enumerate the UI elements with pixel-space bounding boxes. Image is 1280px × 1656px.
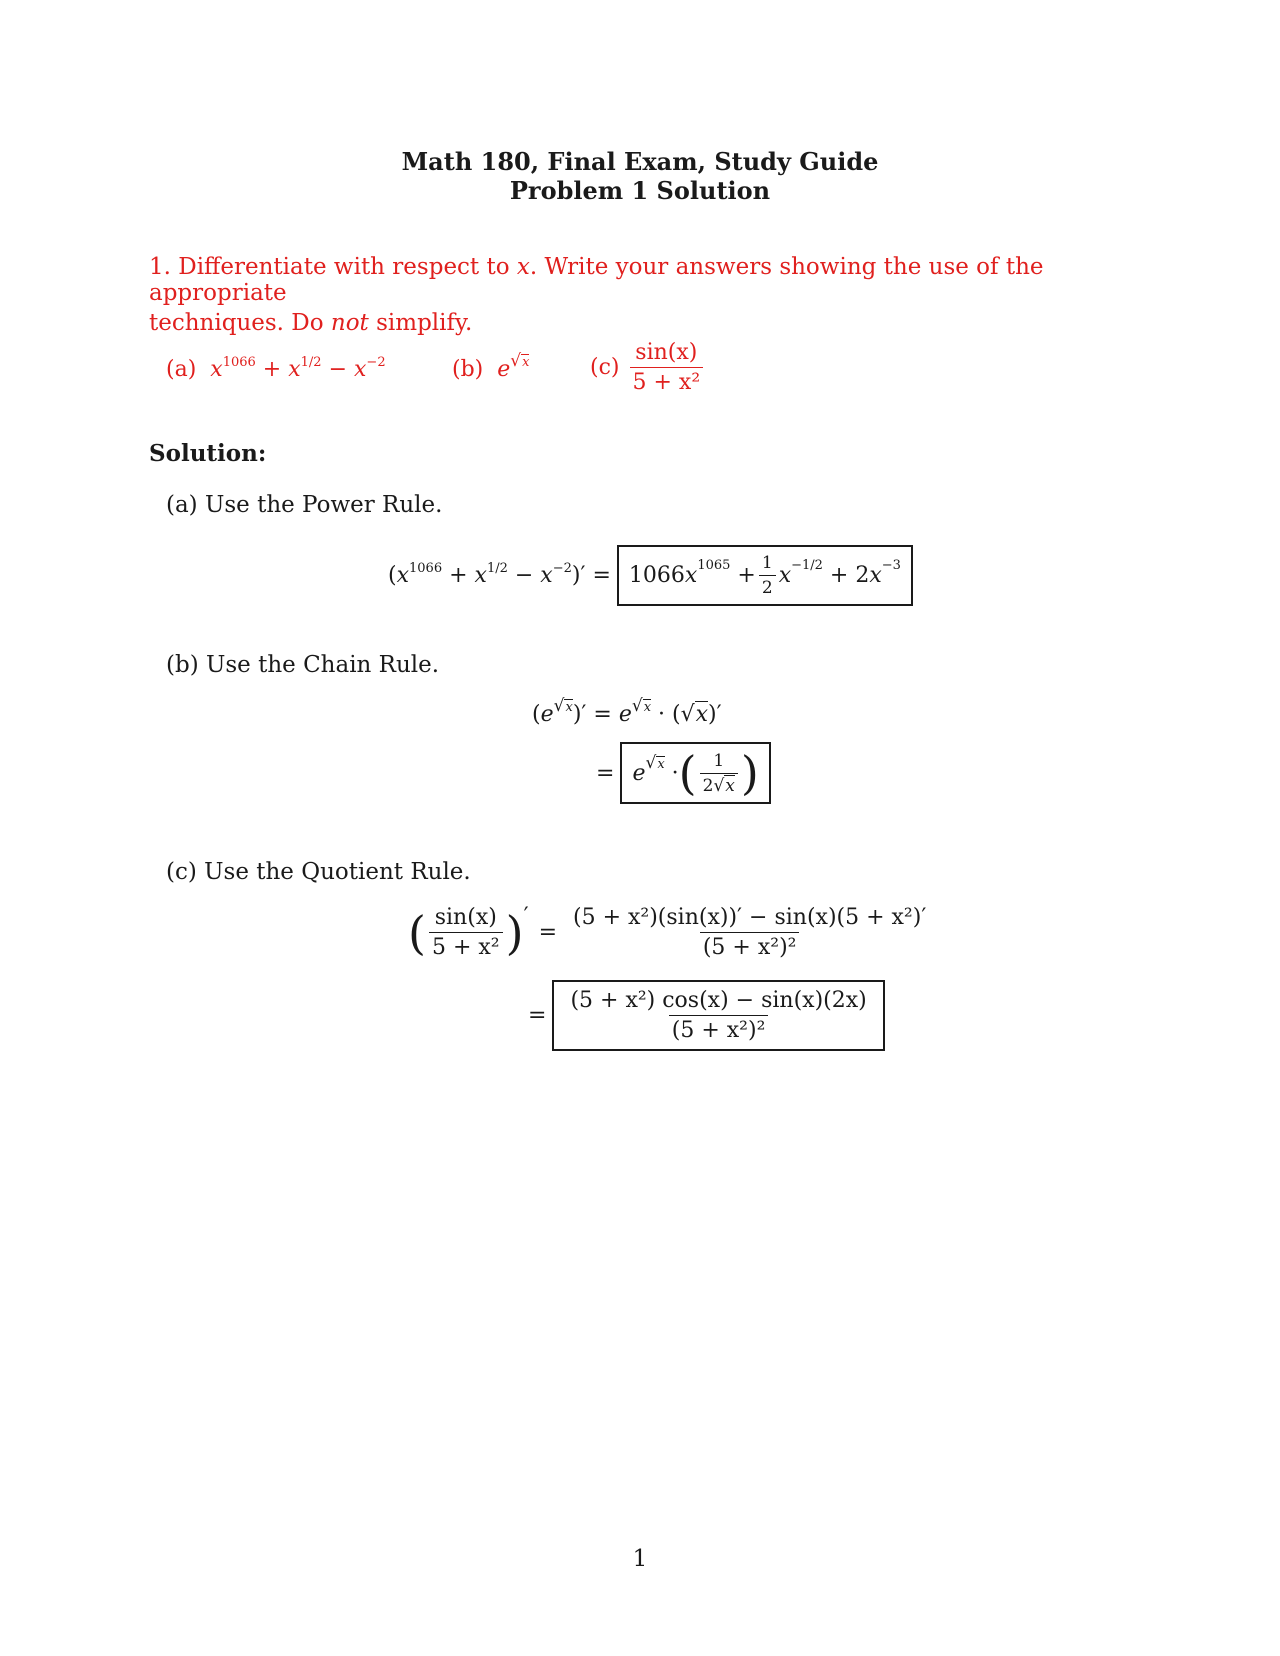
document-subtitle: Problem 1 Solution: [509, 176, 771, 205]
solution-c-step2: = $\frac{\text{(5 + x²) cos(x) − sin(x)(2x)}}{\text{(5 + x²)²}}$: [528, 980, 885, 1051]
problem-part-b: (b) $e^{√x}$: [452, 351, 530, 382]
solution-heading: Solution:: [149, 440, 267, 467]
problem-part-a: (a) $x^{1066} + x^{1/2} - x^{-2}$: [166, 355, 386, 382]
solution-b-answer-box: e $^{√x}$ · ( $\frac{1}{2√x}$ ): [620, 742, 770, 804]
page-number: 1: [632, 1546, 648, 1572]
solution-c-step1: ( $\frac{\sin(x)}{\text{5 + x²}}$ ) ′ = $\frac{\text{(5 + x²)(sin(x))′ − sin(x)(5 + x²)′}}{\text{(5 + x²)²}}$: [408, 905, 932, 960]
problem-statement-line-2: techniques. Do not simplify.: [149, 310, 473, 336]
problem-c-fraction: $\frac{\sin(x)}{\text{5 + x²}}$: [630, 340, 704, 395]
problem-statement: [149, 254, 1149, 336]
solution-c-step2-fraction: $\frac{\text{(5 + x²) cos(x) − sin(x)(2x)}}{\text{(5 + x²)²}}$: [570, 988, 867, 1043]
document-title: Math 180, Final Exam, Study Guide: [401, 147, 879, 176]
solution-c-lhs-fraction: $\frac{\sin(x)}{\text{5 + x²}}$: [429, 905, 503, 960]
solution-b-step2: = e $^{√x}$ · ( $\frac{1}{2√x}$ ): [596, 742, 771, 804]
problem-part-c: (c) $\frac{\sin(x)}{\text{5 + x²}}$: [590, 340, 706, 395]
solution-c-step1-fraction: $\frac{\text{(5 + x²)(sin(x))′ − sin(x)(5 + x²)′}}{\text{(5 + x²)²}}$: [573, 905, 927, 960]
solution-b-step1: $(e^{√x})' = e^{√x} \cdot (√x)'$: [532, 696, 722, 727]
solution-a-text: (a) Use the Power Rule.: [166, 492, 443, 518]
solution-c-answer-box: [552, 980, 884, 1051]
solution-c-text: (c) Use the Quotient Rule.: [166, 859, 471, 885]
solution-a-answer-box: 1066 x $^{1065}$ + $\frac{1}{2}$ x $^{-1/2}$ + 2 x $^{-3}$: [617, 545, 913, 606]
solution-b-text: (b) Use the Chain Rule.: [166, 652, 440, 678]
solution-a-equation: $(x^{1066} + x^{1/2} - x^{-2})'$ = 1066 x $^{1065}$ + $\frac{1}{2}$ x $^{-1/2}$ + 2 x $^{-3}$: [388, 545, 913, 606]
problem-statement-line-1: 1. Differentiate with respect to x. Write your answers showing the use of the appropriate: [149, 254, 1044, 306]
